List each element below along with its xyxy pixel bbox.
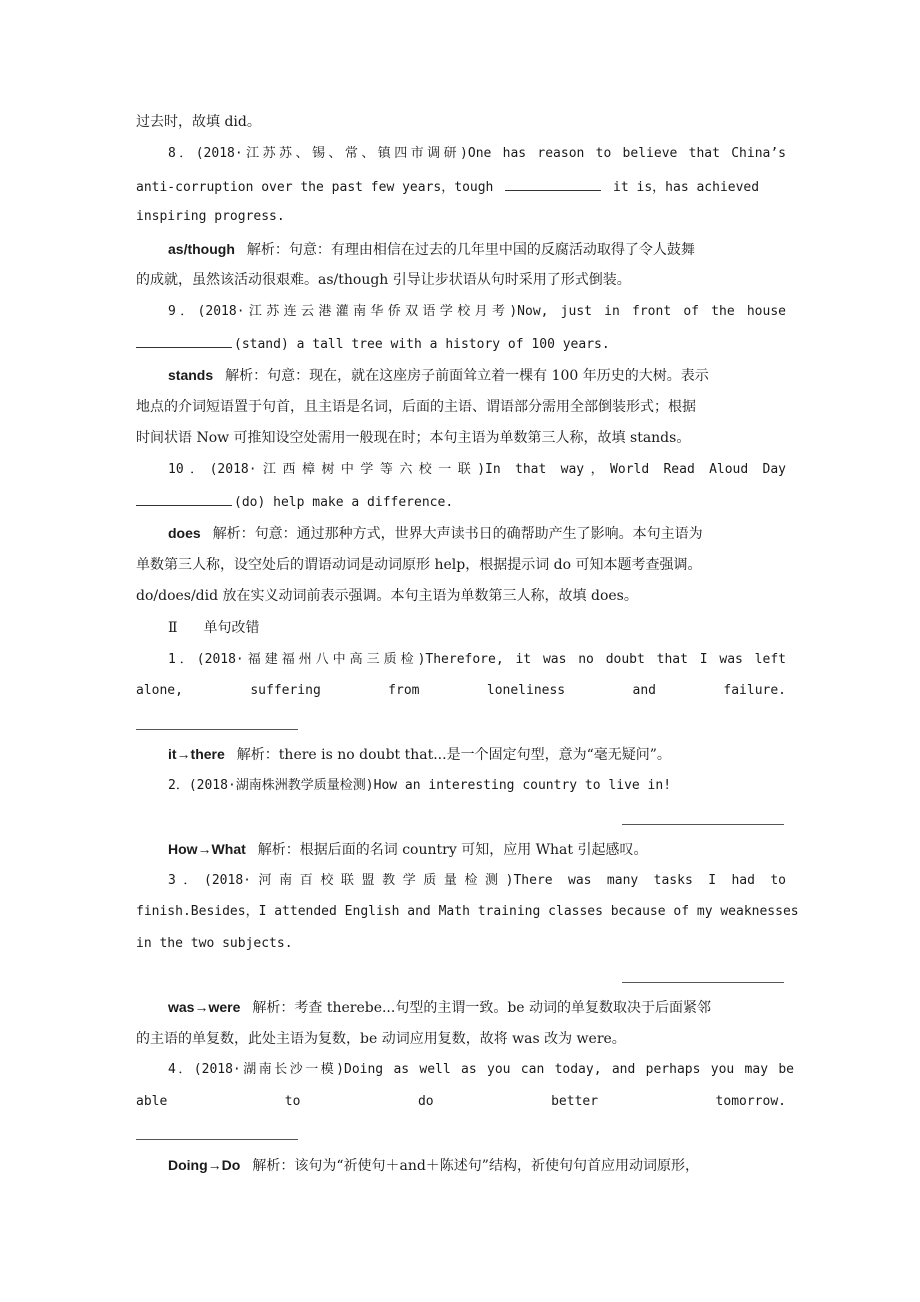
q10-fill-blank[interactable] bbox=[136, 491, 232, 506]
e3-answer-line bbox=[168, 997, 786, 1018]
e2-answer: How→What bbox=[168, 841, 246, 857]
q9-answer-line bbox=[168, 365, 786, 386]
e4-answer: Doing→Do bbox=[168, 1157, 241, 1173]
q7-explanation-tail: 过去时，故填 did。 bbox=[136, 114, 261, 130]
e2-explanation: 解析：根据后面的名词 country 可知，应用 What 引起感叹。 bbox=[257, 842, 648, 858]
q10-answer: does bbox=[168, 525, 201, 541]
q9-explanation-1: 解析：句意：现在，就在这座房子前面耸立着一棵有 100 年历史的大树。表示 bbox=[225, 368, 709, 384]
q8-explanation-2: 的成就，虽然该活动很艰难。as/though 引导让步状语从句时采用了形式倒装。 bbox=[136, 272, 631, 288]
e1-answer: it→there bbox=[168, 746, 225, 762]
e4-answer-line bbox=[168, 1155, 786, 1176]
e4-stem-line1: 4．(2018·湖南长沙一模)Doing as well as you can today, and perhaps you may be bbox=[168, 1062, 794, 1077]
e1-stem-line2: alone, suffering from loneliness and failure. bbox=[136, 683, 786, 698]
e2-answer-line bbox=[168, 839, 786, 860]
e3-stem-line3: in the two subjects. bbox=[136, 936, 293, 951]
e4-explanation: 解析：该句为“祈使句＋and＋陈述句”结构，祈使句句首应用动词原形， bbox=[252, 1158, 699, 1174]
q9-stem-line2-text: (stand) a tall tree with a history of 100 years. bbox=[234, 337, 610, 352]
q8-answer-line bbox=[168, 239, 786, 260]
q9-explanation-3: 时间状语 Now 可推知设空处需用一般现在时；本句主语为单数第三人称，故填 stands。 bbox=[136, 430, 691, 446]
q8-stem-line1: 8．(2018·江苏苏、锡、常、镇四市调研)One has reason to believe that China’s bbox=[168, 146, 786, 161]
q9-fill-blank[interactable] bbox=[136, 333, 232, 348]
q10-stem-line1: 10．(2018·江西樟树中学等六校一联)In that way，World Read Aloud Day bbox=[168, 462, 786, 477]
q9-explanation-2: 地点的介词短语置于句首，且主语是名词，后面的主语、谓语部分需用全部倒装形式；根据 bbox=[136, 399, 696, 415]
e1-stem-line1: 1．(2018·福建福州八中高三质检)Therefore, it was no doubt that I was left bbox=[168, 652, 786, 667]
q10-stem-line2-text: (do) help make a difference. bbox=[234, 495, 454, 510]
e3-explanation-1: 解析：考查 therebe...句型的主谓一致。be 动词的单复数取决于后面紧邻 bbox=[252, 1000, 712, 1016]
q10-explanation-2: 单数第三人称，设空处后的谓语动词是动词原形 help，根据提示词 do 可知本题考查强调。 bbox=[136, 557, 702, 573]
q10-explanation-3: do/does/did 放在实义动词前表示强调。本句主语为单数第三人称，故填 does。 bbox=[136, 588, 638, 604]
q8-stem-line2-end: it is，has achieved bbox=[613, 180, 760, 195]
e4-answer-underline[interactable] bbox=[136, 1139, 298, 1140]
q8-explanation-1: 解析：句意：有理由相信在过去的几年里中国的反腐活动取得了令人鼓舞 bbox=[246, 242, 695, 258]
e3-answer-underline[interactable] bbox=[622, 982, 784, 983]
e4-stem-line2: able to do better tomorrow. bbox=[136, 1094, 786, 1109]
q10-explanation-1: 解析：句意：通过那种方式，世界大声读书日的确帮助产生了影响。本句主语为 bbox=[212, 526, 703, 542]
e3-stem-line2: finish.Besides，I attended English and Math training classes because of my weaknesses bbox=[136, 904, 799, 919]
q9-stem-line2 bbox=[136, 333, 786, 355]
e2-answer-underline[interactable] bbox=[622, 824, 784, 825]
section-title: 单句改错 bbox=[203, 620, 260, 636]
section-heading bbox=[168, 618, 260, 638]
q8-stem-line3: inspiring progress. bbox=[136, 209, 285, 224]
q8-stem-line2-start: anti-corruption over the past few years，tough bbox=[136, 180, 494, 195]
q9-answer: stands bbox=[168, 367, 214, 383]
q8-fill-blank[interactable] bbox=[505, 176, 601, 191]
q10-answer-line bbox=[168, 523, 786, 544]
q8-stem-line2 bbox=[136, 176, 786, 198]
e3-answer: was→were bbox=[168, 999, 241, 1015]
q8-answer: as/though bbox=[168, 241, 235, 257]
q10-stem-line2 bbox=[136, 491, 786, 513]
e1-explanation: 解析：there is no doubt that...是一个固定句型，意为“毫无疑问”。 bbox=[236, 747, 671, 763]
e3-explanation-2: 的主语的单复数，此处主语为复数，be 动词应用复数，故将 was 改为 were。 bbox=[136, 1031, 626, 1047]
section-numeral: Ⅱ bbox=[168, 620, 178, 636]
e1-answer-underline[interactable] bbox=[136, 729, 298, 730]
q9-stem-line1: 9．(2018·江苏连云港灌南华侨双语学校月考)Now, just in front of the house bbox=[168, 304, 786, 319]
e3-stem-line1: 3．(2018·河南百校联盟教学质量检测)There was many tasks I had to bbox=[168, 873, 786, 888]
e2-stem-line1: 2．(2018·湖南株洲教学质量检测)How an interesting country to live in! bbox=[168, 778, 672, 793]
e1-answer-line bbox=[168, 744, 786, 765]
